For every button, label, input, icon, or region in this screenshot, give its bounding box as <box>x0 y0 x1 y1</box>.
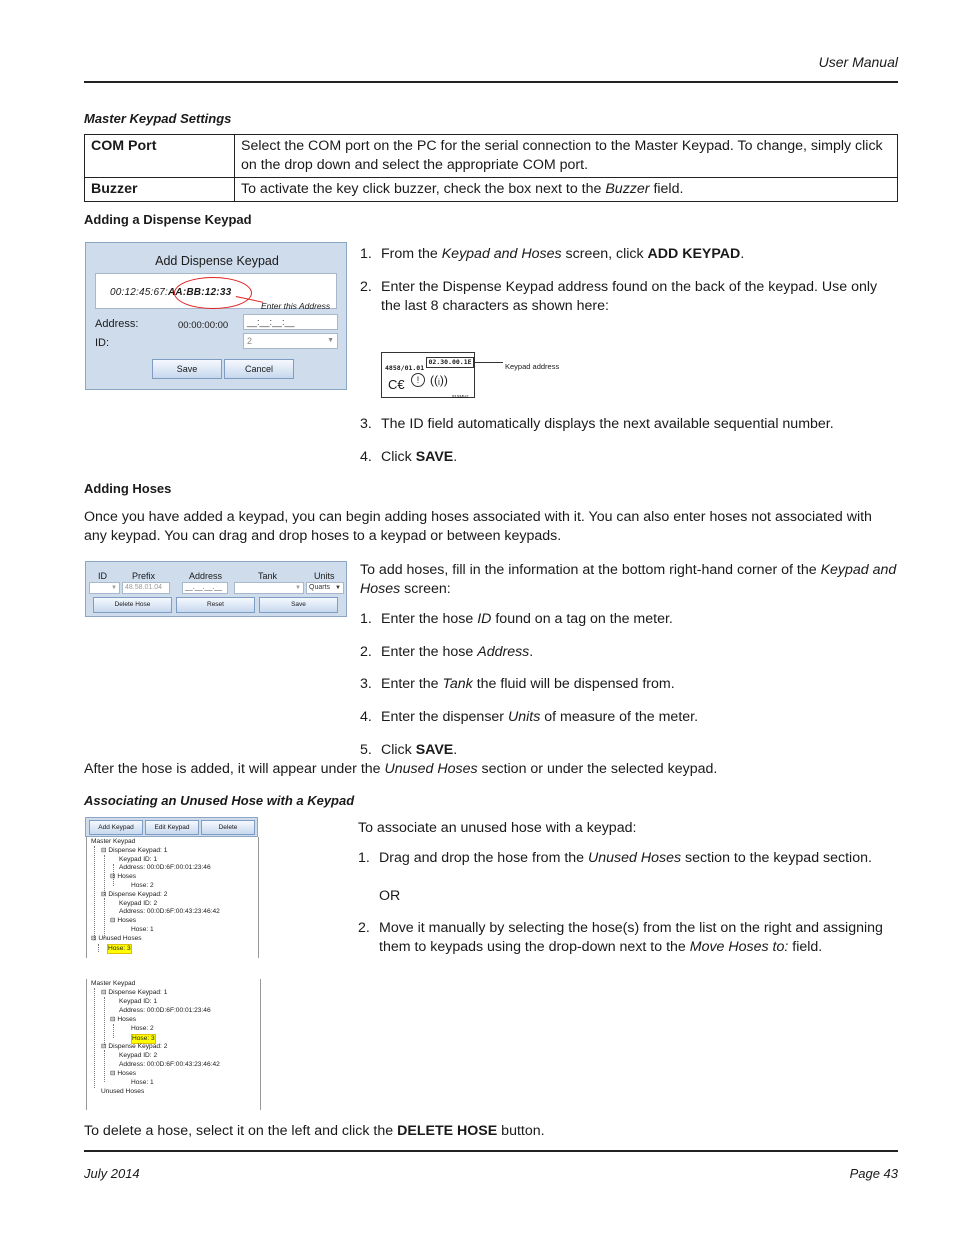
text-em: Move Hoses to: <box>689 939 789 955</box>
text-em: Buzzer <box>605 181 650 197</box>
keypad-toolbar <box>85 817 258 837</box>
chevron-down-icon: ▼ <box>327 337 334 344</box>
text: the fluid will be dispensed from. <box>472 676 675 692</box>
tree-node-label: Unused Hoses <box>98 935 142 942</box>
id-select[interactable] <box>243 333 338 349</box>
tree-node[interactable]: ⊟ Dispense Keypad: 1 <box>101 847 168 854</box>
tree-node[interactable]: ⊟ Dispense Keypad: 2 <box>101 1043 168 1050</box>
adding-hoses-heading: Adding Hoses <box>84 481 172 496</box>
tree-node[interactable]: Master Keypad <box>91 838 136 845</box>
delete-keypad-button[interactable]: Delete <box>201 820 255 835</box>
tree-node[interactable]: Hose: 1 <box>131 1079 154 1086</box>
tree-edge <box>258 837 259 958</box>
text: After the hose is added, it will appear under the <box>84 761 385 777</box>
text: field. <box>788 939 823 955</box>
table-key: COM Port <box>85 135 235 178</box>
highlight-ellipse <box>174 277 252 309</box>
tree-node[interactable]: Keypad ID: 2 <box>119 1052 158 1059</box>
keypad-step-1 <box>360 245 900 264</box>
text-em: Unused Hoses <box>384 761 478 777</box>
save-button[interactable]: Save <box>152 359 222 379</box>
keypad-step-4 <box>360 448 900 467</box>
master-keypad-table <box>84 134 898 202</box>
tree-edge <box>86 979 87 1110</box>
text: Move it manually by selecting the hose(s) from the list on the right and assigning them to keypads using the drop-down next to the <box>379 920 883 955</box>
add-keypad-dialog <box>85 242 347 390</box>
text-strong: ADD KEYPAD <box>647 246 741 262</box>
pointer-line <box>475 362 503 363</box>
tree-node[interactable]: Hose: 1 <box>131 926 154 933</box>
tree-node[interactable]: Address: 00:0D:6F:00:43:23:46:42 <box>119 908 220 915</box>
step-number: 3. <box>360 676 372 692</box>
delete-hose-button[interactable]: Delete Hose <box>93 597 172 613</box>
tree-node-selected[interactable]: Hose: 3 <box>132 1035 155 1042</box>
tree-node[interactable]: ⊟ Unused Hoses <box>91 935 142 942</box>
text-strong: SAVE <box>415 742 454 758</box>
tree-node-label: Dispense Keypad: 1 <box>108 989 168 996</box>
label-address: 02.30.00.1E <box>426 357 474 368</box>
tree-edge <box>86 837 87 958</box>
tree-node[interactable]: Address: 00:0D:6F:00:01:23:46 <box>119 864 211 871</box>
text: section or under the selected keypad. <box>477 761 718 777</box>
master-keypad-heading: Master Keypad Settings <box>84 111 232 126</box>
tree-node-selected[interactable]: Hose: 3 <box>108 945 131 952</box>
header-title: User Manual <box>818 54 898 70</box>
hoses-lead <box>360 561 900 599</box>
tree-guide <box>104 898 105 938</box>
hose-tank-select[interactable] <box>234 582 304 594</box>
cancel-button[interactable]: Cancel <box>224 359 294 379</box>
tree-node-label: Dispense Keypad: 1 <box>108 847 168 854</box>
text: Enter the <box>381 676 443 692</box>
text: . <box>453 449 458 465</box>
tree-node[interactable]: ⊟ Hoses <box>110 1016 137 1023</box>
hose-tank-label: Tank <box>258 571 278 581</box>
adding-hoses-intro: Once you have added a keypad, you can begin adding hoses associated with it. You can also enter hoses not associated with any keypad. You can drag and drop hoses to a keypad or between keypads. <box>84 509 872 544</box>
text: . <box>453 742 458 758</box>
address-example-box <box>95 273 337 309</box>
pointer-label: Keypad address <box>505 362 560 371</box>
chevron-down-icon: ▼ <box>295 585 301 591</box>
wireless-icon: ((ᵢ)) <box>430 373 448 387</box>
step-text: The ID field automatically displays the next available sequential number. <box>381 416 834 432</box>
table-row <box>85 178 898 202</box>
hose-step-4 <box>360 708 900 727</box>
tree-guide <box>94 988 95 1088</box>
ce-mark: C€ <box>388 377 405 392</box>
text-em: Keypad and Hoses <box>360 562 897 597</box>
address-value: 00:00:00:00 <box>178 320 229 331</box>
text-em: ID <box>477 611 492 627</box>
text: To delete a hose, select it on the left and click the <box>84 1123 398 1139</box>
hose-address-label: Address <box>189 571 223 581</box>
address-label: Address: <box>95 318 139 330</box>
text: Drag and drop the hose from the <box>379 850 588 866</box>
text-em: Unused Hoses <box>588 850 682 866</box>
tree-guide <box>98 944 99 952</box>
text-strong: DELETE HOSE <box>397 1123 498 1139</box>
text: . <box>740 246 745 262</box>
text-em: Tank <box>442 676 473 692</box>
hose-prefix-label: Prefix <box>132 571 156 581</box>
tree-node[interactable]: ⊟ Hoses <box>110 1070 137 1077</box>
add-keypad-button[interactable]: Add Keypad <box>89 820 143 835</box>
hose-step-2 <box>360 643 900 662</box>
tree-node[interactable]: ⊟ Hoses <box>110 917 137 924</box>
tree-node[interactable]: Master Keypad <box>91 980 136 987</box>
table-key: Buzzer <box>85 178 235 202</box>
tree-node[interactable]: ⊟ Dispense Keypad: 2 <box>101 891 168 898</box>
footer-page: Page 43 <box>849 1166 898 1181</box>
step-number: 1. <box>360 246 372 262</box>
warning-icon: ! <box>411 373 425 387</box>
tree-node[interactable]: Unused Hoses <box>101 1088 145 1095</box>
text-em: Units <box>507 709 541 725</box>
units-value: Quarts <box>309 584 331 591</box>
text: From the <box>381 246 442 262</box>
hose-step-5 <box>360 741 900 760</box>
tree-guide <box>104 855 105 895</box>
label-mhz: 915MHz <box>452 394 469 399</box>
tree-node-label: Hoses <box>117 1016 137 1023</box>
edit-keypad-button[interactable]: Edit Keypad <box>145 820 199 835</box>
tree-node[interactable]: ⊟ Hoses <box>110 873 137 880</box>
associating-heading: Associating an Unused Hose with a Keypad <box>84 793 355 808</box>
associate-step-2 <box>358 919 898 957</box>
text: found on a tag on the meter. <box>491 611 673 627</box>
tree-guide <box>104 997 105 1045</box>
keypad-step-2 <box>360 278 900 316</box>
text: screen, click <box>561 246 648 262</box>
text-em: Keypad and Hoses <box>441 246 562 262</box>
tree-node[interactable]: Hose: 2 <box>131 1025 154 1032</box>
text: To add hoses, fill in the information at the bottom right-hand corner of the <box>360 562 821 578</box>
tree-node[interactable]: Keypad ID: 1 <box>119 856 158 863</box>
tree-node-label: Dispense Keypad: 2 <box>108 1043 168 1050</box>
adding-keypad-heading: Adding a Dispense Keypad <box>84 212 252 227</box>
tree-node[interactable]: Keypad ID: 2 <box>119 900 158 907</box>
hose-units-label: Units <box>314 571 335 581</box>
dialog-title: Add Dispense Keypad <box>155 254 279 268</box>
step-number: 1. <box>360 611 372 627</box>
keypad-step-3 <box>360 415 900 434</box>
tree-node[interactable]: Keypad ID: 1 <box>119 998 158 1005</box>
hose-id-label: ID <box>98 571 107 581</box>
table-value: Select the COM port on the PC for the serial connection to the Master Keypad. To change, simply click on the drop down and select the appropriate COM port. <box>235 135 898 178</box>
text: Click <box>381 742 416 758</box>
text: button. <box>497 1123 545 1139</box>
hose-id-select[interactable] <box>89 582 120 594</box>
text: Enter the hose <box>381 644 478 660</box>
text: section to the keypad section. <box>681 850 872 866</box>
label-code: 4858/01.01 <box>385 364 425 372</box>
hose-address-field[interactable]: __.__.__.__ <box>182 582 228 594</box>
after-hose-note <box>84 760 898 779</box>
enter-address-note: Enter this Address <box>261 301 331 311</box>
hose-entry-panel <box>85 561 347 617</box>
tree-node-label: Hoses <box>117 917 137 924</box>
tree-edge <box>260 979 261 1110</box>
footer-date: July 2014 <box>84 1166 140 1181</box>
tree-guide <box>94 846 95 940</box>
text: field. <box>649 181 684 197</box>
step-number: 2. <box>360 644 372 660</box>
header-rule <box>84 81 898 83</box>
address-right: AA:BB:12:33 <box>168 287 232 298</box>
tree-guide <box>104 1050 105 1082</box>
footer-rule <box>84 1150 898 1152</box>
step-number: 4. <box>360 449 372 465</box>
step-number: 2. <box>360 279 372 295</box>
keypad-label-image <box>381 352 475 398</box>
reset-button[interactable]: Reset <box>176 597 255 613</box>
text-em: Address <box>477 644 530 660</box>
hose-step-3 <box>360 675 900 694</box>
tree-node-label: Hoses <box>117 1070 137 1077</box>
id-value: 2 <box>247 336 253 346</box>
text: screen: <box>400 581 451 597</box>
associate-lead: To associate an unused hose with a keypad: <box>358 820 637 836</box>
step-number: 3. <box>360 416 372 432</box>
tree-node[interactable]: Address: 00:0D:6F:00:43:23:46:42 <box>119 1061 220 1068</box>
step-text: Enter the Dispense Keypad address found on the back of the keypad. Use only the last 8 characters as shown here: <box>381 279 878 314</box>
save-hose-button[interactable]: Save <box>259 597 338 613</box>
step-number: 2. <box>358 920 370 936</box>
text: Enter the dispenser <box>381 709 508 725</box>
tree-node-label: Dispense Keypad: 2 <box>108 891 168 898</box>
text: To activate the key click buzzer, check the box next to the <box>241 181 606 197</box>
tree-node[interactable]: Hose: 2 <box>131 882 154 889</box>
delete-hose-note <box>84 1122 898 1141</box>
text: . <box>529 644 534 660</box>
id-label: ID: <box>95 337 110 349</box>
tree-guide <box>113 1024 114 1038</box>
hose-step-1 <box>360 610 900 629</box>
step-number: 1. <box>358 850 370 866</box>
chevron-down-icon: ▼ <box>111 585 117 591</box>
table-value <box>235 178 898 202</box>
table-row <box>85 135 898 178</box>
associate-or: OR <box>379 888 401 904</box>
tree-node[interactable]: ⊟ Dispense Keypad: 1 <box>101 989 168 996</box>
text: of measure of the meter. <box>540 709 699 725</box>
hose-prefix-field[interactable]: 48.58.01.04 <box>122 582 170 594</box>
address-input[interactable]: __:__:__:__ <box>243 314 338 330</box>
step-number: 5. <box>360 742 372 758</box>
address-left: 00:12:45:67: <box>110 287 169 298</box>
text: Enter the hose <box>381 611 478 627</box>
associate-step-1 <box>358 849 898 868</box>
tree-node[interactable]: Address: 00:0D:6F:00:01:23:46 <box>119 1007 211 1014</box>
tree-node-label: Hoses <box>117 873 137 880</box>
text-strong: SAVE <box>415 449 454 465</box>
chevron-down-icon: ▼ <box>335 585 341 591</box>
step-number: 4. <box>360 709 372 725</box>
text: Click <box>381 449 416 465</box>
hose-units-select[interactable] <box>306 582 344 594</box>
